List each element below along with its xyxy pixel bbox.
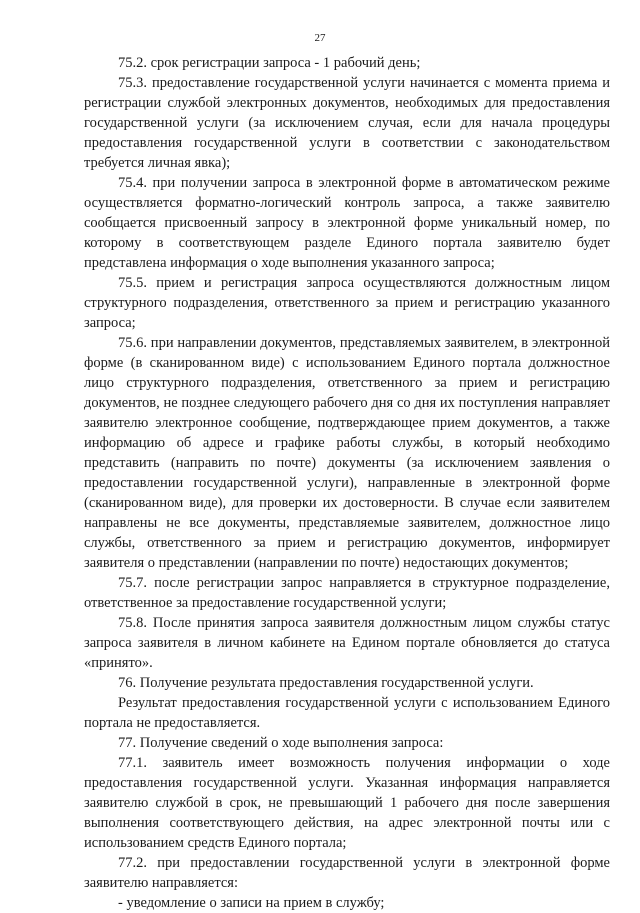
paragraph-75-8: 75.8. После принятия запроса заявителя должностным лицом службы статус запроса заявителя в личном кабинете на Едином портале обновляется до статуса «принято». [84, 615, 610, 671]
paragraph-76: 76. Получение результата предоставления государственной услуги. [118, 675, 534, 691]
paragraph-75-5: 75.5. прием и регистрация запроса осуществляются должностным лицом структурного подразделения, ответственного за прием и регистрацию указанного запроса; [84, 275, 610, 331]
page-number: 27 [314, 32, 326, 44]
paragraph-75-7: 75.7. после регистрации запрос направляется в структурное подразделение, ответственное за предоставление государственной услуги; [84, 575, 610, 611]
paragraph-75-4: 75.4. при получении запроса в электронной форме в автоматическом режиме осуществляется форматно-логический контроль запроса, а также заявителю сообщается присвоенный запросу в электронной форме уникальный номер, по которому в соответствующем разделе Единого портала заявителю будет представлена информация о ходе выполнения указанного запроса; [84, 175, 610, 271]
paragraph-77-2: 77.2. при предоставлении государственной услуги в электронной форме заявителю направляется: [84, 855, 610, 891]
list-item-notification: - уведомление о записи на прием в службу; [118, 895, 385, 911]
paragraph-76-result: Результат предоставления государственной услуги с использованием Единого портала не предоставляется. [84, 695, 610, 731]
paragraph-75-2: 75.2. срок регистрации запроса - 1 рабочий день; [118, 55, 421, 71]
paragraph-75-3: 75.3. предоставление государственной услуги начинается с момента приема и регистрации службой электронных документов, необходимых для предоставления государственной услуги (за исключением случая, если для начала процедуры предоставления государственной услуги в соответствии с законодательством требуется личная явка); [84, 75, 610, 171]
paragraph-77: 77. Получение сведений о ходе выполнения запроса: [118, 735, 444, 751]
paragraph-75-6: 75.6. при направлении документов, представляемых заявителем, в электронной форме (в сканированном виде) с использованием Единого портала должностное лицо структурного подразделения, ответственного за прием и регистрацию документов, не позднее следующего рабочего дня со дня их поступления направляет заявителю электронное сообщение, подтверждающее прием документов, а также информацию об адресе и графике работы службы, в который необходимо представить (направить по почте) документы (за исключением заявления о предоставлении государственной услуги), направленные в электронной форме (сканированном виде), для проверки их достоверности. В случае если заявителем направлены не все документы, представляемые заявителем, должностное лицо службы, ответственного за прием и регистрацию документов, информирует заявителя о представлении (направлении по почте) недостающих документов; [84, 335, 610, 571]
paragraph-77-1: 77.1. заявитель имеет возможность получения информации о ходе предоставления государственной услуги. Указанная информация направляется заявителю службой в срок, не превышающий 1 рабочего дня после завершения выполнения соответствующего действия, на адрес электронной почты или с использованием средств Единого портала; [84, 755, 610, 851]
document-body [84, 53, 610, 913]
